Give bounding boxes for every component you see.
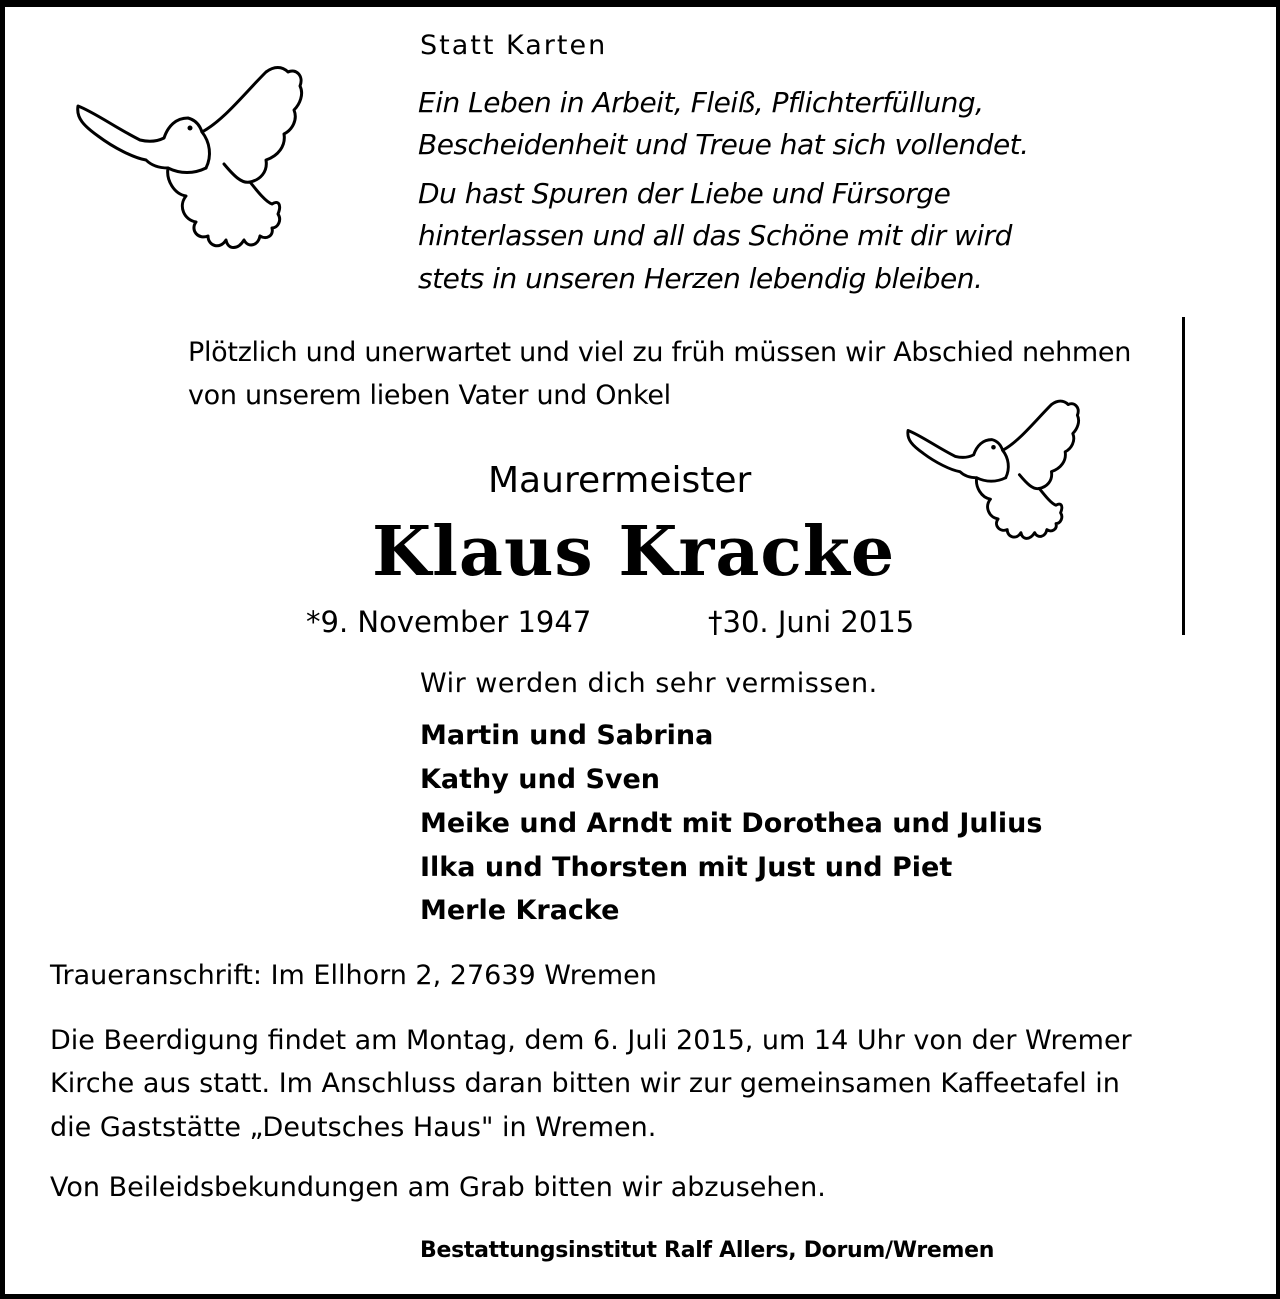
deceased-profession: Maurermeister — [488, 460, 752, 501]
dove-icon — [905, 398, 1085, 556]
statt-karten-heading: Statt Karten — [420, 30, 608, 61]
deceased-name: Klaus Kracke — [372, 512, 896, 592]
verse-line: Ein Leben in Arbeit, Fleiß, Pflichterfüllung, — [418, 86, 984, 119]
mourner-line: Ilka und Thorsten mit Just und Piet — [420, 852, 953, 883]
funeral-text-line: die Gaststätte „Deutsches Haus" in Wremen. — [50, 1112, 657, 1143]
dove-icon — [74, 64, 310, 270]
condolence-note: Von Beileidsbekundungen am Grab bitten wir abzusehen. — [50, 1172, 826, 1203]
birth-date: *9. November 1947 — [306, 605, 592, 639]
verse-line: Bescheidenheit und Treue hat sich vollendet. — [418, 128, 1029, 161]
mourner-line: Meike und Arndt mit Dorothea und Julius — [420, 808, 1043, 839]
verse-line: hinterlassen und all das Schöne mit dir wird — [418, 219, 1012, 252]
verse-line: Du hast Spuren der Liebe und Fürsorge — [418, 177, 951, 210]
death-date: †30. Juni 2015 — [708, 605, 915, 639]
intro-line: Plötzlich und unerwartet und viel zu früh müssen wir Abschied nehmen — [188, 337, 1132, 368]
verse-line: stets in unseren Herzen lebendig bleiben. — [418, 262, 983, 295]
funeral-text-line: Kirche aus statt. Im Anschluss daran bitten wir zur gemeinsamen Kaffeetafel in — [50, 1068, 1120, 1099]
undertaker-name: Bestattungsinstitut Ralf Allers, Dorum/Wremen — [420, 1238, 995, 1263]
divider-line — [1182, 317, 1185, 635]
mourner-line: Merle Kracke — [420, 895, 620, 926]
intro-line: von unserem lieben Vater und Onkel — [188, 380, 671, 411]
mourner-line: Kathy und Sven — [420, 764, 661, 795]
miss-line: Wir werden dich sehr vermissen. — [420, 668, 878, 699]
mourner-line: Martin und Sabrina — [420, 720, 714, 751]
mourning-address: Traueranschrift: Im Ellhorn 2, 27639 Wremen — [50, 960, 657, 991]
funeral-text-line: Die Beerdigung findet am Montag, dem 6. Juli 2015, um 14 Uhr von der Wremer — [50, 1025, 1132, 1056]
